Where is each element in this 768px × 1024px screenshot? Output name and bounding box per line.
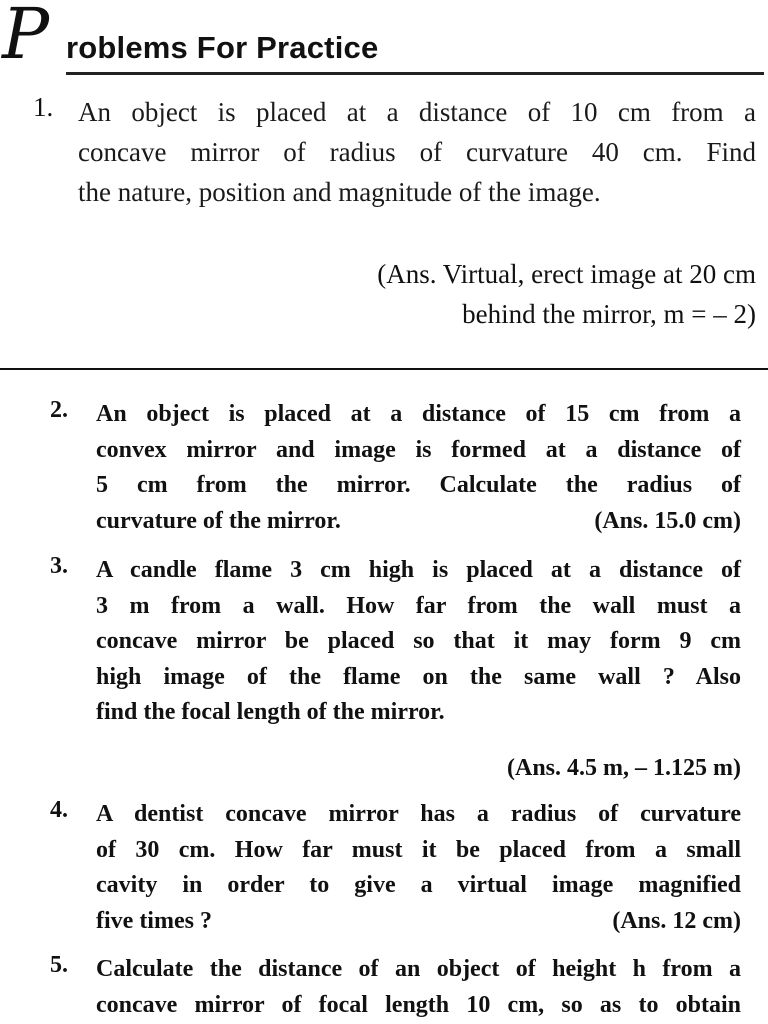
problem-line: high image of the flame on the same wall ? Also: [96, 663, 741, 690]
problem-line: 5 cm from the mirror. Calculate the radius of: [96, 472, 741, 498]
problem-number: 3.: [50, 553, 68, 579]
problem-number: 1.: [33, 92, 54, 122]
problem-line: An object is placed at a distance of 10 cm from a: [78, 97, 756, 127]
section-divider: [0, 368, 768, 370]
problem-line: convex mirror and image is formed at a distance of: [96, 436, 741, 463]
problem-line: Calculate the distance of an object of height h from a: [96, 956, 741, 982]
problem-line: the nature, position and magnitude of the image.: [78, 177, 601, 207]
problem-text: [96, 797, 741, 939]
problem-line: find the focal length of the mirror.: [96, 699, 445, 725]
title-underline: [66, 72, 764, 75]
problem-text: [78, 92, 756, 212]
problem-number: 2.: [50, 397, 68, 423]
answer: (Ans. 15.0 cm): [594, 507, 741, 534]
problem-line: An object is placed at a distance of 15 cm from a: [96, 401, 741, 427]
answer: (Ans. 4.5 m, – 1.125 m): [507, 755, 741, 781]
problem-line: concave mirror of radius of curvature 40 cm. Find: [78, 137, 756, 167]
problem-text: [96, 952, 741, 1023]
answer: [377, 254, 756, 334]
problem-line: A dentist concave mirror has a radius of curvature: [96, 801, 741, 827]
problem-number: 4.: [50, 797, 68, 823]
problem-line: [96, 904, 741, 940]
answer: (Ans. 12 cm): [612, 907, 741, 934]
title-initial: P: [2, 0, 50, 75]
problem-line: [96, 504, 741, 540]
problem-text: [96, 553, 741, 731]
answer-line: (Ans. Virtual, erect image at 20 cm: [377, 259, 756, 289]
problem-line: cavity in order to give a virtual image magnified: [96, 872, 741, 898]
problem-line: A candle flame 3 cm high is placed at a distance of: [96, 557, 741, 583]
answer-line: behind the mirror, m = – 2): [462, 299, 756, 329]
problem-line: 3 m from a wall. How far from the wall must a: [96, 592, 741, 619]
problem-number: 5.: [50, 952, 68, 978]
problem-text: [96, 397, 741, 539]
section-header: [0, 0, 768, 80]
problem-line: concave mirror of focal length 10 cm, so as to obtain: [96, 991, 741, 1018]
problem-line: concave mirror be placed so that it may form 9 cm: [96, 628, 741, 654]
problem-line: of 30 cm. How far must it be placed from a small: [96, 836, 741, 863]
section-title: roblems For Practice: [66, 30, 379, 65]
problem-line-text: curvature of the mirror.: [96, 507, 341, 534]
problem-line-text: five times ?: [96, 907, 212, 934]
